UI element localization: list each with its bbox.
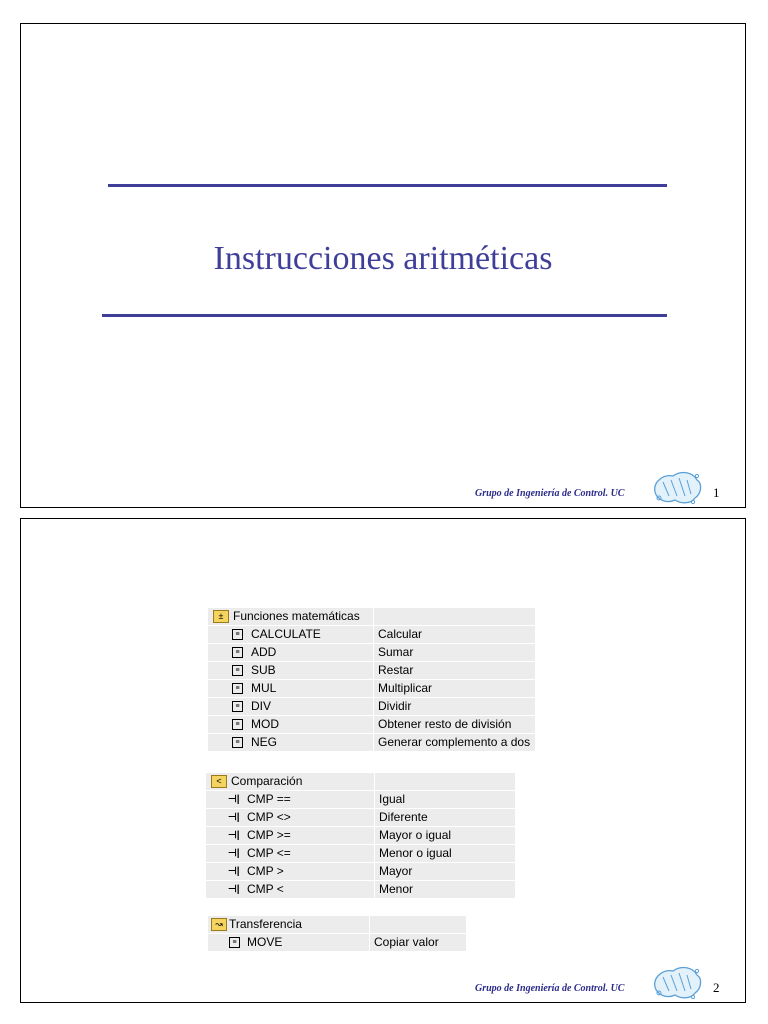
instruction-description: Dividir <box>378 699 412 713</box>
title-top-rule <box>108 184 667 187</box>
footer-text: Grupo de Ingeniería de Control. UC <box>475 488 625 499</box>
function-block-icon: ≡ <box>229 937 240 948</box>
instruction-name: DIV <box>251 699 272 713</box>
group-logo-icon <box>647 466 703 506</box>
group-header-row[interactable] <box>206 773 515 790</box>
function-block-icon: ≡ <box>232 665 243 676</box>
comparator-icon: ⊣| <box>228 884 240 895</box>
table-row[interactable] <box>208 680 535 697</box>
comparator-icon: ⊣| <box>228 812 240 823</box>
function-block-icon: ≡ <box>232 737 243 748</box>
group-logo-icon <box>647 961 703 1001</box>
instruction-name: ADD <box>251 645 277 659</box>
table-row[interactable] <box>208 734 535 751</box>
group-header-label: Comparación <box>231 774 303 788</box>
comparator-icon: ⊣| <box>228 830 240 841</box>
compare-folder-icon: < <box>211 775 227 788</box>
function-block-icon: ≡ <box>232 683 243 694</box>
instruction-name: MUL <box>251 681 277 695</box>
page-number: 1 <box>713 485 720 500</box>
table-row[interactable] <box>208 626 535 643</box>
table-row[interactable] <box>208 934 466 951</box>
instruction-description: Multiplicar <box>378 681 433 695</box>
title-bottom-rule <box>102 314 667 317</box>
instruction-name: CMP <= <box>247 846 291 860</box>
table-row[interactable] <box>206 881 515 898</box>
footer-text: Grupo de Ingeniería de Control. UC <box>475 983 625 994</box>
instruction-description: Restar <box>378 663 414 677</box>
instruction-description: Copiar valor <box>374 935 439 949</box>
instruction-name: MOD <box>251 717 279 731</box>
table-row[interactable] <box>206 791 515 808</box>
slide-2 <box>20 518 746 1003</box>
table-row[interactable] <box>206 863 515 880</box>
instruction-name: CMP >= <box>247 828 291 842</box>
page-number: 2 <box>713 980 720 995</box>
table-row[interactable] <box>208 644 535 661</box>
instruction-name: CMP < <box>247 882 284 896</box>
transfer-folder-icon: ↝ <box>211 918 227 931</box>
function-block-icon: ≡ <box>232 629 243 640</box>
instruction-description: Calcular <box>378 627 423 641</box>
instruction-name: CALCULATE <box>251 627 321 641</box>
instruction-description: Mayor <box>379 864 413 878</box>
table-row[interactable] <box>208 698 535 715</box>
group-header-row[interactable] <box>208 608 535 625</box>
instruction-name: NEG <box>251 735 278 749</box>
instruction-description: Menor <box>379 882 414 896</box>
instruction-description: Generar complemento a dos <box>378 735 531 749</box>
comparator-icon: ⊣| <box>228 848 240 859</box>
function-block-icon: ≡ <box>232 719 243 730</box>
comparator-icon: ⊣| <box>228 866 240 877</box>
instruction-description: Obtener resto de división <box>378 717 512 731</box>
function-block-icon: ≡ <box>232 647 243 658</box>
table-row[interactable] <box>206 809 515 826</box>
instruction-description: Igual <box>379 792 406 806</box>
instruction-name: CMP > <box>247 864 284 878</box>
function-block-icon: ≡ <box>232 701 243 712</box>
instruction-name: CMP == <box>247 792 291 806</box>
table-row[interactable] <box>208 716 535 733</box>
instruction-description: Menor o igual <box>379 846 452 860</box>
group-header-label: Funciones matemáticas <box>233 609 360 623</box>
table-row[interactable] <box>208 662 535 679</box>
instruction-description: Sumar <box>378 645 414 659</box>
table-row[interactable] <box>206 827 515 844</box>
group-header-row[interactable] <box>208 916 466 933</box>
instruction-name: SUB <box>251 663 276 677</box>
instruction-description: Mayor o igual <box>379 828 452 842</box>
instruction-name: CMP <> <box>247 810 291 824</box>
slide-1 <box>20 23 746 508</box>
instruction-name: MOVE <box>247 935 283 949</box>
slide-title: Instrucciones aritméticas <box>213 240 553 277</box>
group-header-label: Transferencia <box>229 917 302 931</box>
table-row[interactable] <box>206 845 515 862</box>
instruction-description: Diferente <box>379 810 428 824</box>
comparator-icon: ⊣| <box>228 794 240 805</box>
plus-minus-folder-icon: ± <box>213 610 229 623</box>
